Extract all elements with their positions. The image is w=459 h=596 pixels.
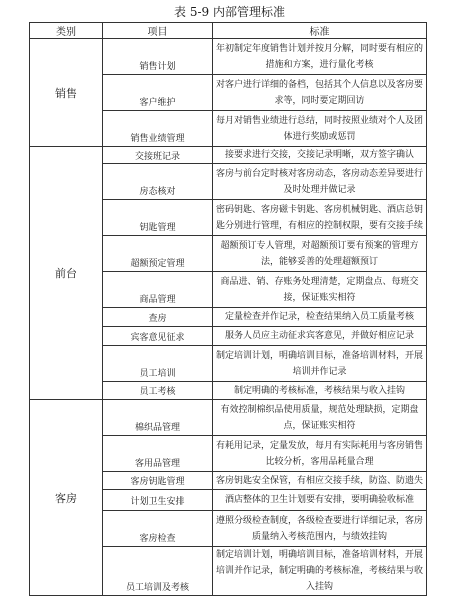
table-row — [30, 147, 427, 164]
standard-cell: 制定培训计划，明确培训目标，准备培训材料，开展培训并作记录，制定明确的考核标准，考核结果与收入挂钩 — [213, 547, 427, 596]
standard-cell: 密码钥匙、客房磁卡钥匙、客房机械钥匙、酒店总钥匙分别进行管理，有相应的控制权限，要有交接手续 — [213, 200, 427, 236]
standard-cell: 酒店整体的卫生计划要有安排，要明确验收标准 — [213, 490, 427, 511]
category-rooms: 客房 — [30, 400, 103, 596]
standard-cell: 客房钥匙安全保管，有相应交接手续，防盗、防遗失 — [213, 472, 427, 490]
item-cell: 棉织品管理 — [103, 400, 213, 436]
standard-cell: 超额预订专人管理，对超额预订要有预案的管理方法，能够妥善的处理超额预订 — [213, 236, 427, 272]
item-cell: 客户维护 — [103, 75, 213, 111]
item-cell: 超额预定管理 — [103, 236, 213, 272]
item-cell: 员工考核 — [103, 382, 213, 400]
item-cell: 员工培训及考核 — [103, 547, 213, 596]
item-cell: 客房检查 — [103, 511, 213, 547]
item-cell: 客用品管理 — [103, 436, 213, 472]
standard-cell: 年初制定年度销售计划并按月分解，同时要有相应的措施和方案，进行量化考核 — [213, 39, 427, 75]
item-cell: 宾客意见征求 — [103, 327, 213, 346]
standard-cell: 制定明确的考核标准，考核结果与收入挂钩 — [213, 382, 427, 400]
item-cell: 钥匙管理 — [103, 200, 213, 236]
item-cell: 查房 — [103, 308, 213, 327]
item-cell: 销售业绩管理 — [103, 111, 213, 147]
standard-cell: 客房与前台定时核对客房动态，客房动态差异要进行及时处理并做记录 — [213, 164, 427, 200]
standard-cell: 制定培训计划，明确培训目标，准备培训材料，开展培训并作记录 — [213, 346, 427, 382]
header-item: 项目 — [103, 23, 213, 39]
header-category: 类别 — [30, 23, 103, 39]
table-row — [30, 400, 427, 436]
standard-cell: 商品进、销、存账务处理清楚，定期盘点、每班交接，保证账实相符 — [213, 272, 427, 308]
header-standard: 标准 — [213, 23, 427, 39]
table-header-row — [30, 23, 427, 39]
standard-cell: 有耗用记录，定量发放，每月有实际耗用与客房销售比较分析，客用品耗量合理 — [213, 436, 427, 472]
standard-cell: 遵照分级检查制度，各级检查要进行详细记录，客房质量纳入考核范围内，与绩效挂钩 — [213, 511, 427, 547]
category-front-desk: 前台 — [30, 147, 103, 400]
item-cell: 交接班记录 — [103, 147, 213, 164]
standard-cell: 有效控制棉织品使用质量，规范处理缺损，定期盘点，保证账实相符 — [213, 400, 427, 436]
standard-cell: 每月对销售业绩进行总结，同时按照业绩对个人及团体进行奖励或惩罚 — [213, 111, 427, 147]
management-standards-table — [29, 22, 427, 596]
page-title: 表 5-9 内部管理标准 — [174, 5, 285, 19]
item-cell: 客房钥匙管理 — [103, 472, 213, 490]
item-cell: 计划卫生安排 — [103, 490, 213, 511]
item-cell: 员工培训 — [103, 346, 213, 382]
item-cell: 销售计划 — [103, 39, 213, 75]
category-sales: 销售 — [30, 39, 103, 147]
item-cell: 房态核对 — [103, 164, 213, 200]
standard-cell: 对客户进行详细的备档，包括其个人信息以及客房要求等，同时要定期回访 — [213, 75, 427, 111]
item-cell: 商品管理 — [103, 272, 213, 308]
standard-cell: 定量检查并作记录，检查结果纳入员工质量考核 — [213, 308, 427, 327]
standard-cell: 接要求进行交接，交接记录明晰，双方签字确认 — [213, 147, 427, 164]
standard-cell: 服务人员应主动征求宾客意见，并做好相应记录 — [213, 327, 427, 346]
table-row — [30, 39, 427, 75]
